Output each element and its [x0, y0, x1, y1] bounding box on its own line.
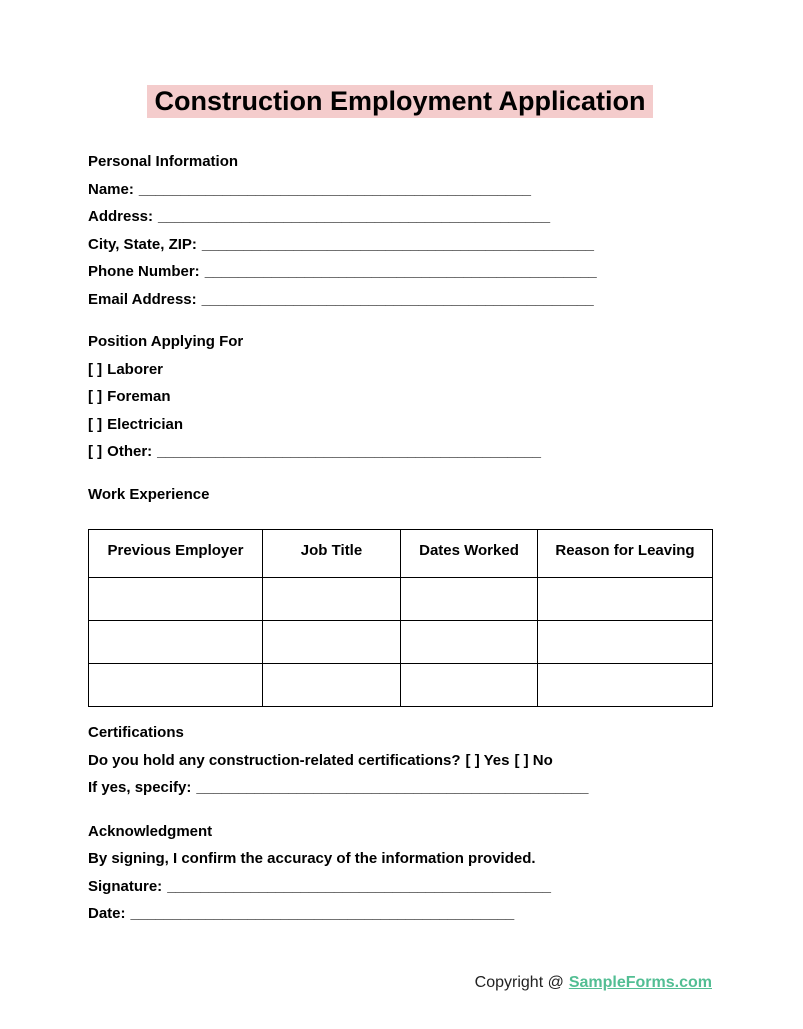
email-address-blank[interactable]: _______________________________________________ [201, 290, 594, 308]
checkbox-option-laborer[interactable] [88, 356, 712, 384]
page-title: Construction Employment Application [147, 85, 652, 118]
certifications-heading: Certifications [88, 724, 184, 741]
table-row [89, 578, 713, 621]
acknowledgment-heading: Acknowledgment [88, 822, 213, 840]
field-if-yes-specify [88, 774, 712, 802]
table-cell[interactable] [263, 621, 401, 664]
work-experience-table [88, 529, 713, 707]
table-cell[interactable] [538, 664, 713, 707]
section-certifications [88, 719, 712, 802]
address-label: Address: [88, 208, 154, 225]
copyright-text: Copyright @ [474, 973, 564, 991]
other-label: Other: [107, 443, 153, 460]
column-header-reason-for-leaving: Reason for Leaving [538, 530, 713, 578]
certifications-yes-checkbox[interactable]: [ ] Yes [465, 751, 510, 769]
phone-number-label: Phone Number: [88, 263, 200, 280]
certifications-question: Do you hold any construction-related certifications? [88, 751, 461, 769]
table-cell[interactable] [89, 621, 263, 664]
table-cell[interactable] [89, 664, 263, 707]
field-city-state-zip [88, 231, 712, 259]
work-experience-table-body [89, 578, 713, 707]
field-phone-number [88, 258, 712, 286]
signature-label: Signature: [88, 877, 163, 895]
section-personal-information [88, 148, 712, 313]
laborer-label: Laborer [107, 360, 164, 378]
if-yes-specify-label: If yes, specify: [88, 779, 192, 796]
footer [88, 972, 712, 994]
field-name [88, 176, 712, 204]
address-blank[interactable]: _______________________________________________ [158, 208, 551, 225]
sampleforms-link[interactable]: SampleForms.com [568, 973, 712, 991]
checkbox-option-electrician[interactable] [88, 411, 712, 439]
other-blank[interactable]: ______________________________________________ [157, 443, 541, 460]
table-row [89, 621, 713, 664]
section-position-applying-for [88, 328, 712, 466]
table-cell[interactable] [263, 578, 401, 621]
field-signature [88, 873, 712, 901]
section-acknowledgment [88, 818, 712, 928]
table-cell[interactable] [401, 578, 538, 621]
table-cell[interactable] [263, 664, 401, 707]
table-cell[interactable] [401, 664, 538, 707]
checkbox-option-foreman[interactable] [88, 383, 712, 411]
table-cell[interactable] [538, 621, 713, 664]
column-header-previous-employer: Previous Employer [89, 530, 263, 578]
phone-number-blank[interactable]: _______________________________________________ [204, 263, 597, 280]
table-cell[interactable] [538, 578, 713, 621]
other-checkbox[interactable]: [ ] [88, 443, 103, 460]
section-work-experience [88, 481, 712, 509]
electrician-label: Electrician [107, 415, 184, 433]
date-blank[interactable]: ______________________________________________ [130, 905, 515, 922]
field-date [88, 900, 712, 928]
electrician-checkbox[interactable]: [ ] [88, 415, 103, 433]
column-header-dates-worked: Dates Worked [401, 530, 538, 578]
title-row [88, 85, 712, 118]
acknowledgment-statement: By signing, I confirm the accuracy of the information provided. [88, 850, 536, 867]
work-experience-heading: Work Experience [88, 485, 210, 503]
name-label: Name: [88, 180, 134, 198]
if-yes-specify-blank[interactable]: _______________________________________________ [196, 779, 589, 796]
position-applying-for-heading: Position Applying For [88, 333, 244, 350]
table-cell[interactable] [401, 621, 538, 664]
certifications-no-checkbox[interactable]: [ ] No [514, 751, 553, 769]
email-address-label: Email Address: [88, 290, 197, 308]
city-state-zip-label: City, State, ZIP: [88, 235, 197, 253]
name-blank[interactable]: _______________________________________________ [138, 180, 531, 198]
personal-information-heading: Personal Information [88, 153, 239, 170]
foreman-checkbox[interactable]: [ ] [88, 388, 103, 405]
signature-blank[interactable]: ______________________________________________ [167, 877, 551, 895]
date-label: Date: [88, 905, 126, 922]
checkbox-option-other[interactable] [88, 438, 712, 466]
field-address [88, 203, 712, 231]
foreman-label: Foreman [107, 388, 171, 405]
column-header-job-title: Job Title [263, 530, 401, 578]
city-state-zip-blank[interactable]: _______________________________________________ [201, 235, 594, 253]
field-email-address [88, 286, 712, 314]
table-header-row [89, 530, 713, 578]
table-cell[interactable] [89, 578, 263, 621]
laborer-checkbox[interactable]: [ ] [88, 360, 103, 378]
table-row [89, 664, 713, 707]
certifications-question-row [88, 747, 712, 775]
